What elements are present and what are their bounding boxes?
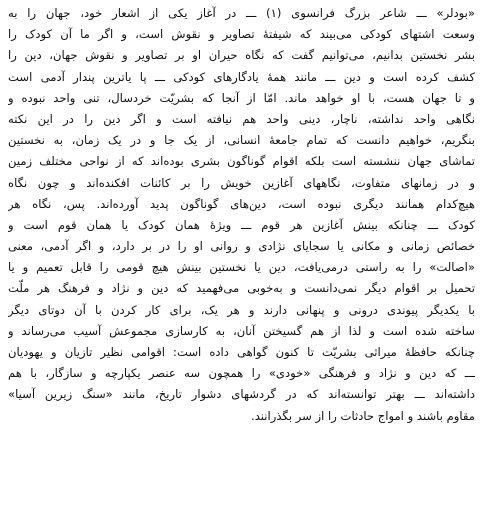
text-line: هیچ‌کدام همانند دیگری نبوده است، دین‌های گوناگون پدید آورده‌اند. پس، نگاه هر: [8, 196, 475, 211]
text-line: کودک ـــ چنانکه بینش آغازین هر قوم ـــ ویژهٔ همان کودک یا همان قوم است و: [8, 217, 475, 232]
text-line: نگاهی واحد نداشته، ناچار، دینی واحد هم نیافته است و اگر دین را در این نکته: [8, 111, 475, 126]
text-line: داشته‌اند ـــ بهتر توانسته‌اند که در گردشهای دشوار تاریخ، مانند «سنگ زیرین آسیا»: [8, 387, 475, 402]
text-line: تماشای جهان ننشسته است بلکه اقوام گوناگون بشری بوده‌اند که از نواحی مختلف زمین: [8, 154, 475, 169]
text-line: بشر نخستین بدانیم، می‌توانیم گفت که نگاه حیران او بر تصاویر و نقوش جهان، دین را: [8, 48, 475, 63]
text-line: ـــ که دین و نژاد و فرهنگی «خودی» را همچون سه عنصر یکپارچه و سازگار، با هم: [8, 366, 475, 381]
text-line-last: مقاوم باشند و امواج حادثات را از سر بگذرانند.: [251, 408, 475, 423]
text-line: بنگریم، خواهیم دانست که تمام جامعهٔ انسانی، از یک جا و در یک زمان، به نخستین: [8, 133, 475, 148]
text-line: خصائص زمانی و مکانی یا سجایای نژادی و روانی او را در بر دارد، و اگر آدمی، معنی: [8, 239, 475, 254]
text-line: «اصالت» را به راستی درمی‌یافت، دین یا نخستین بینش هیچ قومی را قابل تعمیم و یا: [8, 260, 475, 275]
text-line: و در زمانهای متفاوت، نگاههای آغازین خویش را بر کائنات افکنده‌اند و چون نگاه: [8, 175, 475, 190]
text-line: و تا جهان هست، با او خواهد ماند. امّا از آنجا که بشریّت خردسال، تنی واحد نبوده و: [8, 90, 475, 105]
text-line: «بودلر» ـــ شاعر بزرگ فرانسوی (۱) ـــ در آغاز یکی از اشعار خود، جهان را به: [8, 6, 475, 20]
text-line: با یکدیگر پیوندی درونی و پنهانی دارند و هر یک، برای کار کردن با آن دوتای دیگر: [8, 302, 475, 317]
text-line: چنانکه حافظهٔ میراثی بشریّت تا کنون گواهی داده است: اقوامی نظیر تازیان و یهودیان: [8, 345, 475, 359]
text-line: کشف کرده است و دین ـــ مانند همهٔ یادگارهای کودکی ـــ پا یاترین پندار آدمی است: [8, 69, 475, 84]
text-line: تحمیل بر اقوام دیگر نمی‌دانست و به‌خوبی می‌فهمید که دین و نژاد و فرهنگ هر ملّت: [8, 281, 475, 296]
body-paragraph: [8, 3, 475, 427]
text-line: وسعت اشتهای کودکی می‌بیند که شیفتهٔ تصاویر و نقوش است، و اگر ما آن کودک را: [8, 27, 475, 42]
text-line: ساخته شده است و لذا از هم گسیختن آنان، به کارسازی مجموعش آسیب می‌رساند و: [8, 323, 475, 338]
